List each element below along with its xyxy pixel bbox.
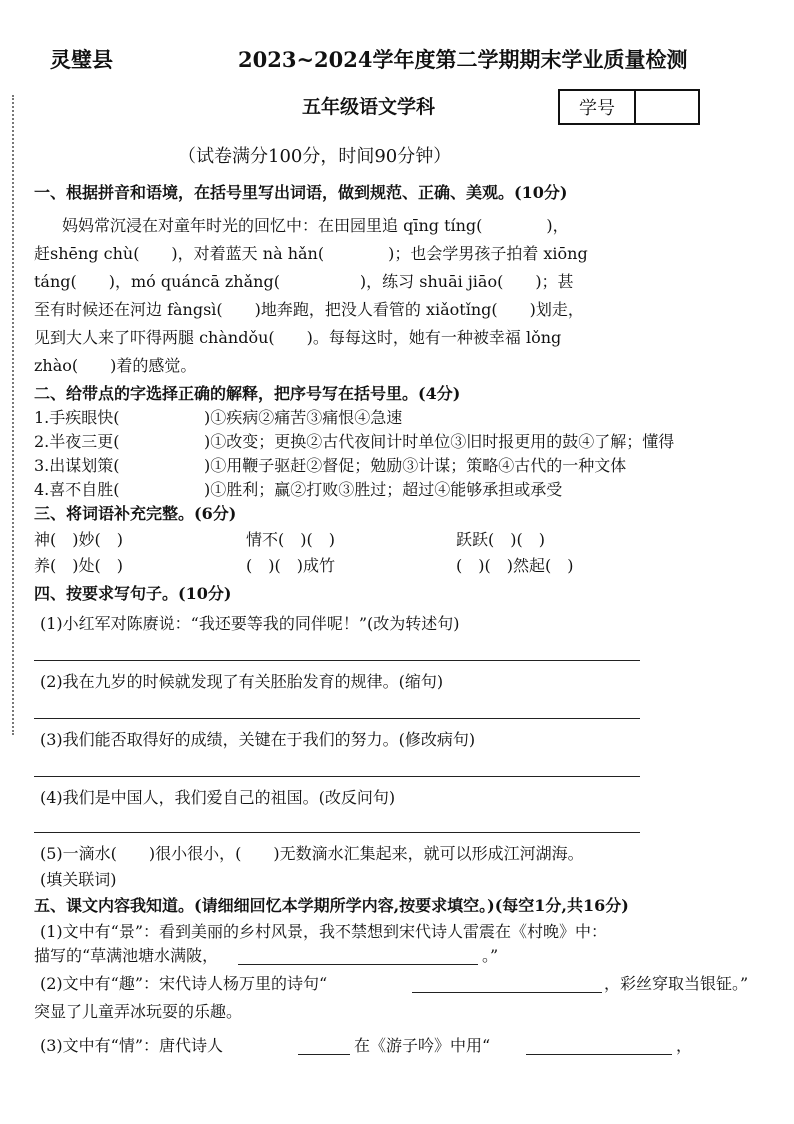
section2-question: 2.半夜三更(: [34, 432, 120, 451]
idiom-blank: 跃跃( )( ): [456, 530, 545, 549]
section1-line: 妈妈常沉浸在对童年时光的回忆中：在田园里追 qīng tíng( )，: [62, 216, 569, 235]
student-id-field[interactable]: [636, 91, 698, 123]
idiom-blank: ( )( )成竹: [246, 556, 335, 575]
answer-line[interactable]: [238, 964, 478, 965]
recall-line: 在《游子吟》中用“: [354, 1036, 491, 1055]
recall-line-end: ，: [676, 1036, 693, 1055]
section3-title: 三、将词语补充完整。(6分): [34, 504, 237, 523]
section2-options: )①改变；更换②古代夜间计时单位③旧时报更用的鼓④了解；懂得: [204, 432, 675, 451]
section5-title: 五、课文内容我知道。(请细细回忆本学期所学内容,按要求填空。)(每空1分,共16分): [34, 896, 629, 915]
answer-line[interactable]: [34, 660, 640, 661]
answer-line[interactable]: [298, 1054, 350, 1055]
sentence-task: (1)小红军对陈赓说：“我还要等我的同伴呢！”(改为转述句): [40, 614, 460, 633]
section1-line: 见到大人来了吓得两腿 chàndǒu( )。每每这时，她有一种被幸福 lǒng: [34, 328, 562, 347]
sentence-task: (3)我们能否取得好的成绩，关键在于我们的努力。(修改病句): [40, 730, 476, 749]
binding-margin-dots: [12, 95, 14, 735]
answer-line[interactable]: [526, 1054, 672, 1055]
idiom-blank: ( )( )然起( ): [456, 556, 574, 575]
sentence-task-note: (填关联词): [40, 870, 117, 889]
recall-line-end: 。”: [482, 946, 499, 965]
county-name: 灵璧县: [50, 47, 113, 72]
subject-title: 五年级语文学科: [302, 96, 436, 118]
recall-line: (3)文中有“情”：唐代诗人: [40, 1036, 224, 1055]
recall-line: 描写的“草满池塘水满陂，: [34, 946, 219, 965]
section1-line: táng( )，mó quáncā zhǎng( )，练习 shuāi jiāo( )；甚: [34, 272, 574, 291]
answer-line[interactable]: [34, 776, 640, 777]
section2-question: 4.喜不自胜(: [34, 480, 120, 499]
idiom-blank: 养( )处( ): [34, 556, 123, 575]
recall-line: (2)文中有“趣”：宋代诗人杨万里的诗句“: [40, 974, 328, 993]
exam-info: （试卷满分100分，时间90分钟）: [178, 146, 452, 167]
section1-line: zhào( )着的感觉。: [34, 356, 197, 375]
section2-title: 二、给带点的字选择正确的解释，把序号写在括号里。(4分): [34, 384, 461, 403]
recall-line-end: ，彩丝穿取当银钲。”: [604, 974, 749, 993]
section2-options: )①胜利；赢②打败③胜过；超过④能够承担或承受: [204, 480, 563, 499]
section4-title: 四、按要求写句子。(10分): [34, 584, 232, 603]
idiom-blank: 情不( )( ): [246, 530, 335, 549]
sentence-task: (2)我在九岁的时候就发现了有关胚胎发育的规律。(缩句): [40, 672, 444, 691]
student-id-label: 学号: [560, 91, 636, 123]
student-id-box: [558, 89, 700, 125]
sentence-task: (5)一滴水( )很小很小，( )无数滴水汇集起来，就可以形成江河湖海。: [40, 844, 584, 863]
sentence-task: (4)我们是中国人，我们爱自己的祖国。(改反问句): [40, 788, 396, 807]
answer-line[interactable]: [34, 718, 640, 719]
idiom-blank: 神( )妙( ): [34, 530, 123, 549]
section2-options: )①疾病②痛苦③痛恨④急速: [204, 408, 403, 427]
section1-line: 至有时候还在河边 fàngsì( )地奔跑，把没人看管的 xiǎotǐng( )划走，: [34, 300, 584, 319]
answer-line[interactable]: [34, 832, 640, 833]
recall-line: 突显了儿童弄冰玩耍的乐趣。: [34, 1002, 243, 1021]
section1-title: 一、根据拼音和语境，在括号里写出词语，做到规范、正确、美观。(10分): [34, 183, 568, 202]
section2-options: )①用鞭子驱赶②督促；勉励③计谋；策略④古代的一种文体: [204, 456, 627, 475]
section1-line: 赶shēng chù( )，对着蓝天 nà hǎn( )；也会学男孩子拍着 xiōng: [34, 244, 588, 263]
section2-question: 3.出谋划策(: [34, 456, 120, 475]
exam-title: 2023~2024学年度第二学期期末学业质量检测: [238, 47, 688, 72]
recall-line: (1)文中有“景”：看到美丽的乡村风景，我不禁想到宋代诗人雷震在《村晚》中：: [40, 922, 608, 941]
section2-question: 1.手疾眼快(: [34, 408, 120, 427]
answer-line[interactable]: [412, 992, 602, 993]
